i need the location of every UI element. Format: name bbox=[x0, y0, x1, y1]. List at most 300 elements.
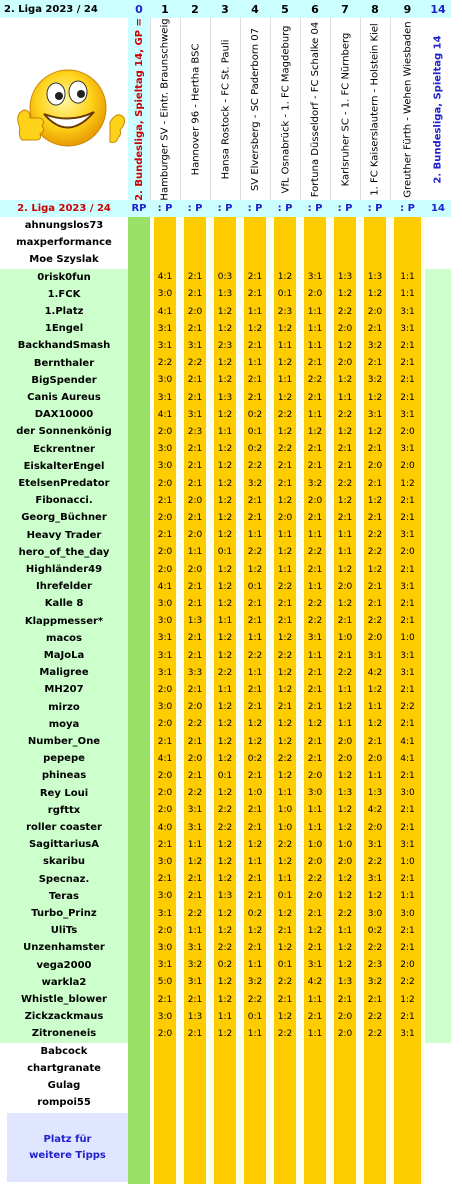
tip-cell: 1:1 bbox=[337, 547, 353, 558]
tip-cell: 0:3 bbox=[217, 272, 233, 283]
tip-cell: 3:1 bbox=[157, 392, 173, 403]
tip-cell: 2:2 bbox=[217, 942, 233, 953]
tip-cell: 0:2 bbox=[247, 753, 263, 764]
tip-cell: 1:2 bbox=[217, 512, 233, 523]
tip-cell: 2:2 bbox=[337, 409, 353, 420]
tip-cell: 2:0 bbox=[337, 1028, 353, 1039]
tip-cell: 2:2 bbox=[277, 581, 293, 592]
tip-cell: 1:0 bbox=[337, 839, 353, 850]
tipper-name: Zitroneneis bbox=[0, 1025, 128, 1042]
column-number: 5 bbox=[270, 0, 300, 18]
tip-cell: 1:1 bbox=[337, 684, 353, 695]
tip-cell: 2:1 bbox=[307, 564, 323, 575]
tip-cell: 2:1 bbox=[367, 444, 383, 455]
spieltag-cell bbox=[425, 303, 451, 320]
tip-cell: 2:2 bbox=[277, 977, 293, 988]
tip-cell: 1:1 bbox=[277, 564, 293, 575]
tip-cell: 2:1 bbox=[157, 994, 173, 1005]
points-label: : P bbox=[360, 200, 390, 217]
tip-cell: 1:3 bbox=[337, 977, 353, 988]
tip-cell: 3:2 bbox=[367, 340, 383, 351]
tip-cell: 2:0 bbox=[367, 461, 383, 472]
tip-cell: 1:2 bbox=[217, 375, 233, 386]
column-number: 8 bbox=[360, 0, 390, 18]
tip-cell: 1:1 bbox=[367, 770, 383, 781]
tip-cell: 1:0 bbox=[277, 822, 293, 833]
tip-cell: 4:1 bbox=[157, 272, 173, 283]
tip-cell: 3:0 bbox=[157, 461, 173, 472]
spieltag-cell bbox=[425, 1060, 451, 1077]
tip-cell: 2:1 bbox=[187, 512, 203, 523]
spieltag-cell bbox=[425, 372, 451, 389]
tip-cell: 2:2 bbox=[247, 994, 263, 1005]
tip-cell: 2:1 bbox=[277, 925, 293, 936]
tip-cell: 2:2 bbox=[367, 1028, 383, 1039]
tip-cell: 2:1 bbox=[247, 805, 263, 816]
spieltag-cell bbox=[425, 578, 451, 595]
tip-cell: 2:1 bbox=[400, 942, 415, 953]
spieltag-cell bbox=[425, 561, 451, 578]
tip-cell: 1:2 bbox=[337, 960, 353, 971]
tip-cell: 3:1 bbox=[187, 942, 203, 953]
tip-cell: 2:1 bbox=[247, 770, 263, 781]
tip-cell: 4:1 bbox=[157, 409, 173, 420]
tipper-name: Ihrefelder bbox=[0, 578, 128, 595]
tipper-name: mirzo bbox=[0, 699, 128, 716]
tip-cell: 2:1 bbox=[187, 461, 203, 472]
tipper-name: macos bbox=[0, 630, 128, 647]
tip-cell: 1:2 bbox=[217, 495, 233, 506]
tip-cell: 2:0 bbox=[187, 753, 203, 764]
tip-cell: 2:1 bbox=[307, 444, 323, 455]
tip-cell: 2:1 bbox=[400, 598, 415, 609]
tip-cell: 1:1 bbox=[187, 925, 203, 936]
spieltag-cell bbox=[425, 1008, 451, 1025]
tip-cell: 1:2 bbox=[277, 272, 293, 283]
rp-label: RP bbox=[128, 200, 150, 217]
tip-cell: 1:2 bbox=[247, 736, 263, 747]
tip-cell: 2:2 bbox=[367, 547, 383, 558]
spieltag-cell bbox=[425, 527, 451, 544]
tip-cell: 1:1 bbox=[247, 358, 263, 369]
tip-cell: 1:0 bbox=[337, 633, 353, 644]
match-name: Hamburger SV - Eintr. Braunschweig bbox=[160, 18, 172, 200]
tip-cell: 2:1 bbox=[187, 272, 203, 283]
tip-cell: 2:1 bbox=[337, 650, 353, 661]
tip-cell: 3:1 bbox=[400, 444, 415, 455]
tip-cell: 2:1 bbox=[400, 770, 415, 781]
tip-cell: 2:3 bbox=[277, 306, 293, 317]
tipper-name: Eckrentner bbox=[0, 441, 128, 458]
tip-cell: 3:1 bbox=[400, 530, 415, 541]
spieltag-right-label bbox=[425, 18, 451, 200]
tip-cell: 1:1 bbox=[307, 409, 323, 420]
tip-cell: 3:1 bbox=[400, 409, 415, 420]
tip-cell: 1:2 bbox=[217, 358, 233, 369]
tip-cell: 3:1 bbox=[157, 667, 173, 678]
tip-cell: 1:2 bbox=[277, 426, 293, 437]
smiley-thumbs-up-icon bbox=[0, 18, 128, 200]
tip-cell: 1:0 bbox=[247, 788, 263, 799]
tip-cell: 3:1 bbox=[307, 272, 323, 283]
tip-cell: 4:1 bbox=[157, 753, 173, 764]
tip-cell: 1:1 bbox=[400, 272, 415, 283]
tip-cell: 1:2 bbox=[277, 323, 293, 334]
tip-cell: 1:1 bbox=[400, 891, 415, 902]
tip-cell: 2:2 bbox=[277, 753, 293, 764]
tip-cell: 2:1 bbox=[277, 994, 293, 1005]
tipper-name: BigSpender bbox=[0, 372, 128, 389]
tip-cell: 2:0 bbox=[157, 805, 173, 816]
tip-cell: 3:0 bbox=[157, 616, 173, 627]
tipper-name: ahnungslos73 bbox=[0, 217, 128, 234]
spieltag-cell bbox=[425, 423, 451, 440]
tip-cell: 2:0 bbox=[157, 684, 173, 695]
spieltag-cell bbox=[425, 269, 451, 286]
tip-cell: 2:0 bbox=[307, 856, 323, 867]
placeholder-box bbox=[7, 1113, 128, 1182]
tipper-name: 0risk0fun bbox=[0, 269, 128, 286]
spieltag-cell bbox=[425, 664, 451, 681]
tip-cell: 1:3 bbox=[367, 788, 383, 799]
tip-cell: 1:2 bbox=[337, 375, 353, 386]
tip-cell: 2:1 bbox=[400, 719, 415, 730]
tip-cell: 1:2 bbox=[337, 822, 353, 833]
spieltag-cell bbox=[425, 802, 451, 819]
tip-cell: 0:1 bbox=[247, 581, 263, 592]
tip-cell: 2:1 bbox=[337, 512, 353, 523]
league-title-text: 2. Liga 2023 / 24 bbox=[4, 3, 98, 15]
tipper-name: vega2000 bbox=[0, 957, 128, 974]
spieltag-cell bbox=[425, 871, 451, 888]
tip-cell: 1:2 bbox=[217, 977, 233, 988]
spieltag-cell bbox=[425, 991, 451, 1008]
spieltag-cell bbox=[425, 337, 451, 354]
tip-cell: 1:2 bbox=[307, 719, 323, 730]
tip-cell: 2:2 bbox=[400, 702, 415, 713]
tip-cell: 3:0 bbox=[400, 788, 415, 799]
tip-cell: 2:0 bbox=[307, 891, 323, 902]
tip-cell: 1:0 bbox=[307, 839, 323, 850]
tip-cell: 2:1 bbox=[157, 495, 173, 506]
points-label: : P bbox=[150, 200, 180, 217]
tip-cell: 2:1 bbox=[247, 512, 263, 523]
tip-cell: 2:1 bbox=[400, 392, 415, 403]
logo-area bbox=[0, 18, 128, 200]
match-header bbox=[390, 18, 425, 200]
tipper-name: chartgranate bbox=[0, 1060, 128, 1077]
tip-cell: 1:1 bbox=[277, 530, 293, 541]
match-name: Fortuna Düsseldorf - FC Schalke 04 bbox=[310, 21, 322, 197]
tip-cell: 2:2 bbox=[187, 788, 203, 799]
tip-cell: 1:2 bbox=[247, 719, 263, 730]
tip-cell: 3:0 bbox=[157, 702, 173, 713]
tip-cell: 1:1 bbox=[307, 340, 323, 351]
tip-cell: 3:1 bbox=[157, 340, 173, 351]
tip-cell: 1:2 bbox=[307, 925, 323, 936]
column-number: 9 bbox=[390, 0, 425, 18]
tipper-name: Whistle_blower bbox=[0, 991, 128, 1008]
tipper-name: EtelsenPredator bbox=[0, 475, 128, 492]
tip-cell: 1:2 bbox=[217, 598, 233, 609]
tip-cell: 2:1 bbox=[400, 512, 415, 523]
tip-cell: 2:1 bbox=[187, 874, 203, 885]
tip-cell: 4:2 bbox=[367, 667, 383, 678]
tip-cell: 1:1 bbox=[187, 547, 203, 558]
tip-cell: 3:1 bbox=[400, 667, 415, 678]
tip-cell: 2:1 bbox=[157, 736, 173, 747]
tipper-name: Unzenhamster bbox=[0, 939, 128, 956]
spieltag-cell bbox=[425, 544, 451, 561]
tip-cell: 2:0 bbox=[367, 633, 383, 644]
spieltag-cell bbox=[425, 733, 451, 750]
tip-cell: 1:2 bbox=[367, 289, 383, 300]
tipper-name: skaribu bbox=[0, 853, 128, 870]
tip-cell: 3:0 bbox=[157, 444, 173, 455]
tip-cell: 2:1 bbox=[157, 874, 173, 885]
tip-cell: 2:2 bbox=[277, 1028, 293, 1039]
tip-cell: 1:0 bbox=[277, 805, 293, 816]
tipper-name: warkla2 bbox=[0, 974, 128, 991]
tip-cell: 2:0 bbox=[400, 547, 415, 558]
points-label: : P bbox=[390, 200, 425, 217]
tip-cell: 1:2 bbox=[217, 323, 233, 334]
tip-cell: 1:2 bbox=[217, 461, 233, 472]
spieltag-cell bbox=[425, 389, 451, 406]
tip-cell: 2:2 bbox=[157, 358, 173, 369]
tip-cell: 2:0 bbox=[400, 960, 415, 971]
tip-cell: 3:2 bbox=[247, 478, 263, 489]
match-header bbox=[300, 18, 330, 200]
match-name: Greuther Fürth - Wehen Wiesbaden bbox=[402, 20, 414, 198]
tip-cell: 2:0 bbox=[400, 461, 415, 472]
spieltag-cell bbox=[425, 939, 451, 956]
tip-cell: 2:0 bbox=[400, 426, 415, 437]
match-name: Hansa Rostock - FC St. Pauli bbox=[220, 39, 232, 179]
tip-cell: 2:2 bbox=[187, 908, 203, 919]
tip-cell: 2:2 bbox=[247, 461, 263, 472]
tip-cell: 2:1 bbox=[247, 891, 263, 902]
tip-cell: 2:1 bbox=[337, 616, 353, 627]
tipper-name: Teras bbox=[0, 888, 128, 905]
tip-cell: 2:1 bbox=[187, 289, 203, 300]
tip-cell: 2:1 bbox=[187, 392, 203, 403]
tip-cell: 2:0 bbox=[367, 822, 383, 833]
tip-cell: 2:1 bbox=[307, 942, 323, 953]
tipper-name: Zickzackmaus bbox=[0, 1008, 128, 1025]
tipper-name: phineas bbox=[0, 767, 128, 784]
tip-cell: 2:2 bbox=[247, 650, 263, 661]
tip-cell: 2:1 bbox=[367, 598, 383, 609]
tip-cell: 0:1 bbox=[217, 547, 233, 558]
tip-cell: 1:2 bbox=[217, 925, 233, 936]
tip-cell: 3:1 bbox=[400, 650, 415, 661]
spieltag-cell bbox=[425, 458, 451, 475]
tipper-name: Babcock bbox=[0, 1043, 128, 1060]
tip-cell: 1:2 bbox=[337, 891, 353, 902]
tip-cell: 2:2 bbox=[247, 547, 263, 558]
tipper-name: Turbo_Prinz bbox=[0, 905, 128, 922]
tipper-name: BackhandSmash bbox=[0, 337, 128, 354]
tip-cell: 1:2 bbox=[367, 495, 383, 506]
tip-cell: 2:1 bbox=[367, 478, 383, 489]
tip-cell: 0:2 bbox=[217, 960, 233, 971]
tip-cell: 1:1 bbox=[187, 839, 203, 850]
tip-cell: 1:2 bbox=[247, 839, 263, 850]
tip-cell: 2:1 bbox=[400, 616, 415, 627]
tip-cell: 1:2 bbox=[277, 392, 293, 403]
tip-cell: 2:0 bbox=[187, 530, 203, 541]
tipper-name: Heavy Trader bbox=[0, 527, 128, 544]
spieltag-cell bbox=[425, 217, 451, 234]
tip-cell: 2:1 bbox=[247, 598, 263, 609]
tip-cell: 1:2 bbox=[277, 633, 293, 644]
tip-cell: 1:2 bbox=[367, 891, 383, 902]
tip-cell: 1:2 bbox=[217, 581, 233, 592]
tip-cell: 2:1 bbox=[247, 375, 263, 386]
tipper-name: maxperformance bbox=[0, 234, 128, 251]
tip-cell: 2:1 bbox=[400, 1011, 415, 1022]
tip-cell: 1:2 bbox=[217, 702, 233, 713]
tip-cell: 2:1 bbox=[247, 874, 263, 885]
tip-cell: 1:2 bbox=[217, 650, 233, 661]
tip-cell: 2:2 bbox=[277, 650, 293, 661]
tip-cell: 2:2 bbox=[217, 667, 233, 678]
tipper-name: Canis Aureus bbox=[0, 389, 128, 406]
tip-cell: 2:0 bbox=[337, 856, 353, 867]
spieltag-cell bbox=[425, 767, 451, 784]
tipper-name: Georg_Büchner bbox=[0, 509, 128, 526]
tipper-name: EiskalterEngel bbox=[0, 458, 128, 475]
tipper-name: Klappmesser* bbox=[0, 613, 128, 630]
tip-cell: 2:1 bbox=[277, 461, 293, 472]
match-header bbox=[150, 18, 180, 200]
spieltag-cell bbox=[425, 509, 451, 526]
tipper-name: Rey Loui bbox=[0, 785, 128, 802]
tip-cell: 1:1 bbox=[337, 392, 353, 403]
tip-cell: 2:1 bbox=[187, 323, 203, 334]
tip-cell: 1:3 bbox=[217, 392, 233, 403]
tip-cell: 3:0 bbox=[157, 375, 173, 386]
tip-cell: 2:0 bbox=[157, 788, 173, 799]
tip-cell: 1:2 bbox=[337, 598, 353, 609]
tip-cell: 2:2 bbox=[217, 805, 233, 816]
tip-cell: 2:2 bbox=[307, 616, 323, 627]
tipper-name: moya bbox=[0, 716, 128, 733]
tip-cell: 3:0 bbox=[400, 908, 415, 919]
tip-cell: 2:1 bbox=[400, 925, 415, 936]
tip-cell: 1:2 bbox=[217, 874, 233, 885]
tip-cell: 1:2 bbox=[247, 564, 263, 575]
tip-cell: 2:2 bbox=[187, 358, 203, 369]
tip-cell: 2:2 bbox=[367, 616, 383, 627]
match-header bbox=[210, 18, 240, 200]
spieltag-cell bbox=[425, 699, 451, 716]
spieltag-cell bbox=[425, 957, 451, 974]
tip-cell: 1:2 bbox=[217, 1028, 233, 1039]
spieltag-cell bbox=[425, 1077, 451, 1094]
tipper-name: pepepe bbox=[0, 750, 128, 767]
points-label: : P bbox=[210, 200, 240, 217]
tip-cell: 2:1 bbox=[307, 461, 323, 472]
tip-cell: 1:2 bbox=[217, 736, 233, 747]
match-header bbox=[270, 18, 300, 200]
tip-cell: 1:1 bbox=[247, 960, 263, 971]
tip-cell: 2:2 bbox=[307, 375, 323, 386]
tip-cell: 1:2 bbox=[217, 908, 233, 919]
tip-cell: 2:1 bbox=[187, 581, 203, 592]
tip-cell: 1:2 bbox=[337, 426, 353, 437]
tip-cell: 2:1 bbox=[307, 908, 323, 919]
tip-cell: 3:1 bbox=[307, 633, 323, 644]
tip-cell: 1:2 bbox=[217, 530, 233, 541]
spieltag-cell bbox=[425, 595, 451, 612]
tip-cell: 2:1 bbox=[247, 822, 263, 833]
tip-cell: 1:1 bbox=[277, 788, 293, 799]
tip-cell: 1:2 bbox=[247, 925, 263, 936]
tip-cell: 1:1 bbox=[247, 633, 263, 644]
spieltag-label bbox=[128, 18, 150, 200]
tip-cell: 2:1 bbox=[187, 633, 203, 644]
tip-cell: 1:1 bbox=[367, 702, 383, 713]
tip-cell: 2:2 bbox=[367, 942, 383, 953]
tip-cell: 1:2 bbox=[337, 702, 353, 713]
tip-cell: 1:1 bbox=[247, 1028, 263, 1039]
spieltag-cell bbox=[425, 647, 451, 664]
tip-cell: 3:1 bbox=[157, 650, 173, 661]
tip-cell: 0:2 bbox=[247, 409, 263, 420]
tip-cell: 2:0 bbox=[187, 495, 203, 506]
tip-cell: 2:1 bbox=[307, 753, 323, 764]
tip-cell: 2:0 bbox=[307, 289, 323, 300]
tip-cell: 1:1 bbox=[337, 925, 353, 936]
tip-cell: 3:1 bbox=[187, 409, 203, 420]
tipper-name: der Sonnenkönig bbox=[0, 423, 128, 440]
tip-cell: 0:2 bbox=[247, 444, 263, 455]
spieltag-cell bbox=[425, 819, 451, 836]
tip-cell: 1:1 bbox=[337, 530, 353, 541]
spieltag-cell bbox=[425, 750, 451, 767]
tip-cell: 2:1 bbox=[400, 358, 415, 369]
tip-cell: 2:1 bbox=[187, 478, 203, 489]
tip-cell: 1:1 bbox=[247, 306, 263, 317]
tip-cell: 1:2 bbox=[217, 753, 233, 764]
tip-cell: 1:2 bbox=[247, 323, 263, 334]
spieltag-cell bbox=[425, 853, 451, 870]
tip-cell: 3:0 bbox=[157, 891, 173, 902]
placeholder-line: weitere Tipps bbox=[29, 1149, 106, 1161]
tip-cell: 1:3 bbox=[367, 272, 383, 283]
tip-cell: 1:2 bbox=[337, 942, 353, 953]
tip-cell: 2:1 bbox=[187, 994, 203, 1005]
tipper-name: Number_One bbox=[0, 733, 128, 750]
tip-cell: 1:2 bbox=[217, 478, 233, 489]
spieltag-number: 14 bbox=[425, 200, 451, 217]
tip-cell: 1:2 bbox=[217, 788, 233, 799]
tip-cell: 2:1 bbox=[187, 444, 203, 455]
tip-cell: 2:1 bbox=[157, 839, 173, 850]
tip-cell: 2:2 bbox=[337, 908, 353, 919]
tip-cell: 3:1 bbox=[367, 650, 383, 661]
match-name: VfL Osnabrück - 1. FC Magdeburg bbox=[280, 25, 292, 193]
match-name: Hannover 96 - Hertha BSC bbox=[190, 43, 202, 175]
tip-cell: 1:2 bbox=[277, 547, 293, 558]
tip-cell: 2:0 bbox=[307, 770, 323, 781]
tip-cell: 2:1 bbox=[247, 289, 263, 300]
tip-cell: 2:0 bbox=[157, 547, 173, 558]
tip-cell: 1:2 bbox=[367, 719, 383, 730]
tipper-name: MH207 bbox=[0, 681, 128, 698]
